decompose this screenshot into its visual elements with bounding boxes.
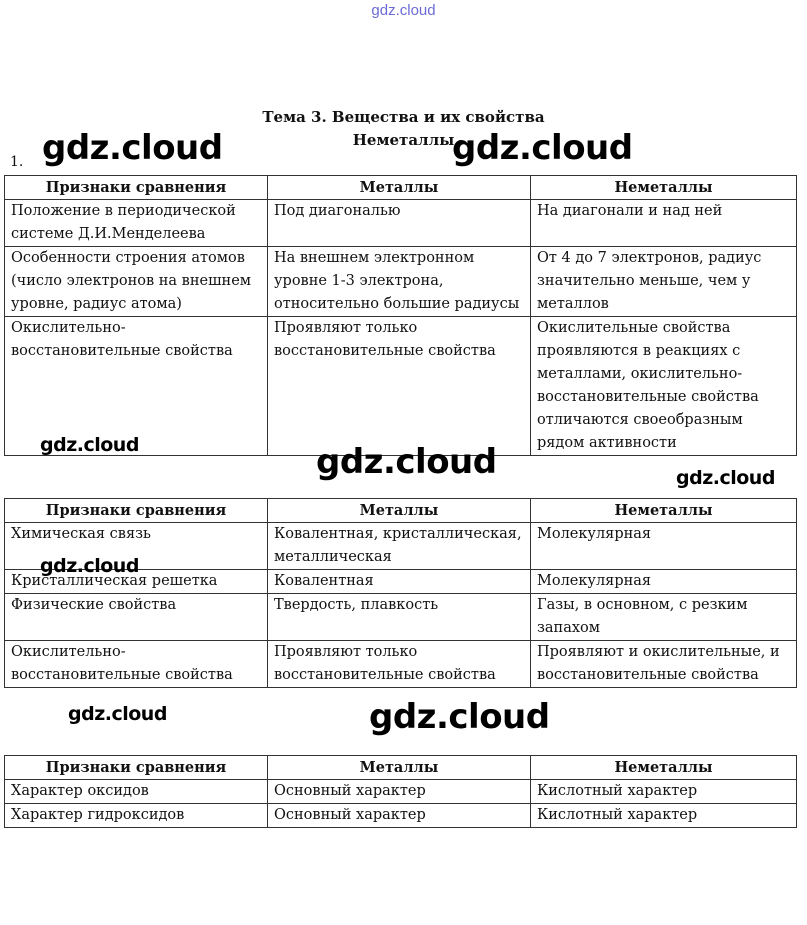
cell-criteria: Положение в периодической системе Д.И.Менделеева	[5, 200, 268, 247]
header-nonmetals: Неметаллы	[531, 756, 797, 780]
cell-criteria: Физические свойства	[5, 594, 268, 641]
cell-nonmetals: Кислотный характер	[531, 780, 797, 804]
comparison-table-3	[4, 755, 797, 828]
cell-nonmetals: Газы, в основном, с резким запахом	[531, 594, 797, 641]
watermark: gdz.cloud	[316, 442, 497, 482]
cell-nonmetals: Молекулярная	[531, 570, 797, 594]
header-metals: Металлы	[268, 176, 531, 200]
cell-metals: Проявляют только восстановительные свойства	[268, 641, 531, 688]
watermark: gdz.cloud	[68, 703, 167, 725]
table-row	[5, 804, 797, 828]
cell-nonmetals: Кислотный характер	[531, 804, 797, 828]
header-criteria: Признаки сравнения	[5, 499, 268, 523]
cell-metals: Ковалентная	[268, 570, 531, 594]
task-number: 1.	[10, 154, 24, 170]
cell-nonmetals: Проявляют и окислительные, и восстановительные свойства	[531, 641, 797, 688]
comparison-table-2	[4, 498, 797, 688]
cell-metals: На внешнем электронном уровне 1-3 электрона, относительно большие радиусы	[268, 247, 531, 317]
table-row	[5, 247, 797, 317]
cell-criteria: Особенности строения атомов (число электронов на внешнем уровне, радиус атома)	[5, 247, 268, 317]
comparison-table-1	[4, 175, 797, 456]
cell-metals: Основный характер	[268, 780, 531, 804]
table-header-row	[5, 756, 797, 780]
header-criteria: Признаки сравнения	[5, 176, 268, 200]
cell-nonmetals: Молекулярная	[531, 523, 797, 570]
cell-metals: Твердость, плавкость	[268, 594, 531, 641]
cell-metals: Основный характер	[268, 804, 531, 828]
table-row	[5, 641, 797, 688]
watermark: gdz.cloud	[676, 467, 775, 489]
watermark: gdz.cloud	[42, 128, 223, 168]
cell-criteria: Окислительно-восстановительные свойства	[5, 317, 268, 456]
cell-criteria: Характер оксидов	[5, 780, 268, 804]
header-nonmetals: Неметаллы	[531, 176, 797, 200]
watermark: gdz.cloud	[40, 555, 139, 577]
cell-metals: Под диагональю	[268, 200, 531, 247]
table-row	[5, 594, 797, 641]
table-row	[5, 200, 797, 247]
cell-nonmetals: Окислительные свойства проявляются в реакциях с металлами, окислительно-восстановительные свойства отличаются своеобразным рядом активности	[531, 317, 797, 456]
site-label[interactable]: gdz.cloud	[371, 2, 436, 19]
section-subtitle: Неметаллы	[352, 131, 455, 149]
cell-criteria: Характер гидроксидов	[5, 804, 268, 828]
cell-nonmetals: На диагонали и над ней	[531, 200, 797, 247]
header-metals: Металлы	[268, 756, 531, 780]
topic-title: Тема 3. Вещества и их свойства	[262, 108, 545, 126]
cell-nonmetals: От 4 до 7 электронов, радиус значительно меньше, чем у металлов	[531, 247, 797, 317]
table-header-row	[5, 176, 797, 200]
watermark: gdz.cloud	[40, 434, 139, 456]
header-metals: Металлы	[268, 499, 531, 523]
cell-metals: Ковалентная, кристаллическая, металлическая	[268, 523, 531, 570]
table-row	[5, 780, 797, 804]
watermark: gdz.cloud	[452, 128, 633, 168]
table-header-row	[5, 499, 797, 523]
header-criteria: Признаки сравнения	[5, 756, 268, 780]
cell-metals: Проявляют только восстановительные свойства	[268, 317, 531, 456]
cell-criteria: Окислительно-восстановительные свойства	[5, 641, 268, 688]
header-nonmetals: Неметаллы	[531, 499, 797, 523]
watermark: gdz.cloud	[369, 697, 550, 737]
cell-criteria: Химическая связь	[5, 523, 268, 570]
cell-criteria: Кристаллическая решетка	[5, 570, 268, 594]
